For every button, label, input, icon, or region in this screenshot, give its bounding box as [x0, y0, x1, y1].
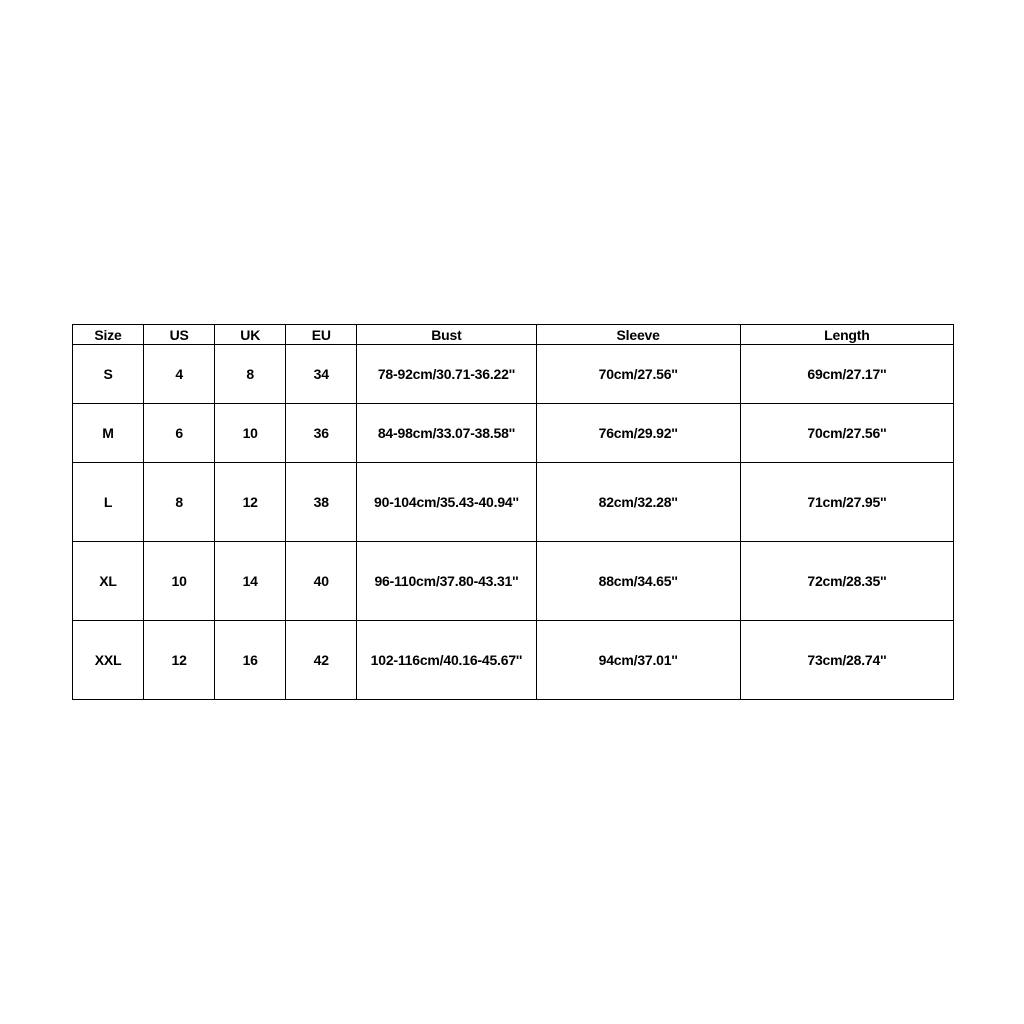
cell-size: L	[73, 463, 144, 542]
cell-eu: 34	[286, 345, 357, 404]
header-sleeve: Sleeve	[536, 325, 740, 345]
cell-bust: 102-116cm/40.16-45.67''	[357, 621, 536, 700]
cell-us: 6	[144, 404, 215, 463]
table-row	[73, 463, 954, 542]
cell-uk: 14	[215, 542, 286, 621]
cell-length: 70cm/27.56''	[740, 404, 953, 463]
cell-uk: 16	[215, 621, 286, 700]
cell-sleeve: 76cm/29.92''	[536, 404, 740, 463]
header-size: Size	[73, 325, 144, 345]
cell-size: M	[73, 404, 144, 463]
cell-eu: 42	[286, 621, 357, 700]
cell-uk: 10	[215, 404, 286, 463]
cell-length: 71cm/27.95''	[740, 463, 953, 542]
header-eu: EU	[286, 325, 357, 345]
cell-sleeve: 88cm/34.65''	[536, 542, 740, 621]
cell-bust: 96-110cm/37.80-43.31''	[357, 542, 536, 621]
header-bust: Bust	[357, 325, 536, 345]
cell-us: 10	[144, 542, 215, 621]
header-us: US	[144, 325, 215, 345]
table-row	[73, 542, 954, 621]
table-row	[73, 621, 954, 700]
cell-sleeve: 70cm/27.56''	[536, 345, 740, 404]
cell-length: 73cm/28.74''	[740, 621, 953, 700]
cell-us: 4	[144, 345, 215, 404]
cell-bust: 78-92cm/30.71-36.22''	[357, 345, 536, 404]
cell-eu: 36	[286, 404, 357, 463]
cell-eu: 38	[286, 463, 357, 542]
header-row	[73, 325, 954, 345]
cell-uk: 12	[215, 463, 286, 542]
cell-sleeve: 94cm/37.01''	[536, 621, 740, 700]
table-row	[73, 345, 954, 404]
cell-us: 8	[144, 463, 215, 542]
cell-eu: 40	[286, 542, 357, 621]
cell-length: 69cm/27.17''	[740, 345, 953, 404]
cell-bust: 84-98cm/33.07-38.58''	[357, 404, 536, 463]
cell-uk: 8	[215, 345, 286, 404]
header-uk: UK	[215, 325, 286, 345]
cell-us: 12	[144, 621, 215, 700]
header-length: Length	[740, 325, 953, 345]
table-row	[73, 404, 954, 463]
cell-length: 72cm/28.35''	[740, 542, 953, 621]
size-chart-table	[72, 324, 954, 700]
cell-bust: 90-104cm/35.43-40.94''	[357, 463, 536, 542]
cell-sleeve: 82cm/32.28''	[536, 463, 740, 542]
cell-size: XXL	[73, 621, 144, 700]
cell-size: XL	[73, 542, 144, 621]
cell-size: S	[73, 345, 144, 404]
